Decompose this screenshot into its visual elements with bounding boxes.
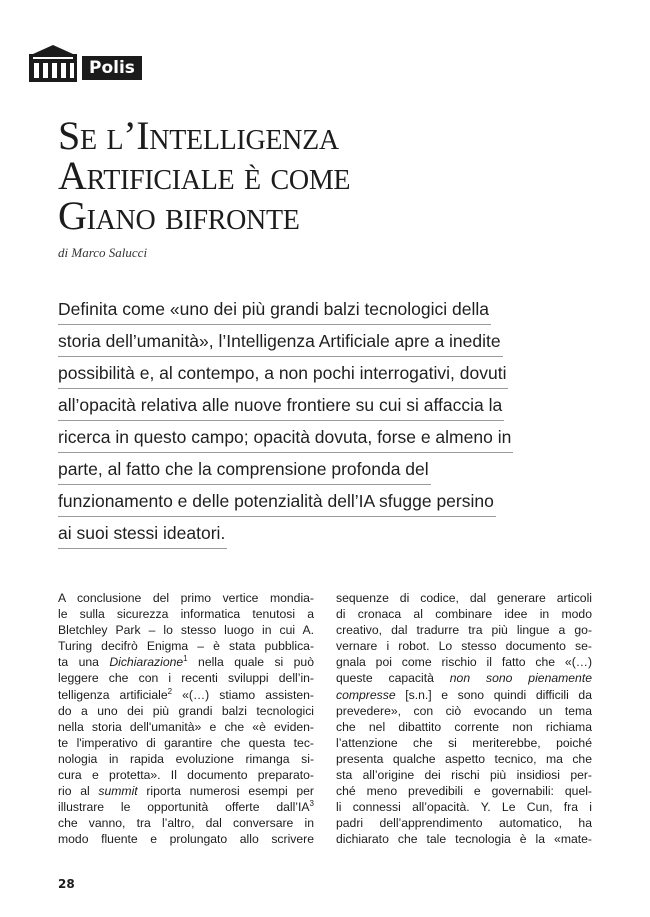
- body-line: presenta qualche aspetto tecnico, ma che: [336, 751, 592, 766]
- body-column-right: [336, 590, 592, 848]
- body-line: do a uno dei più grandi balzi tecnologici: [58, 703, 314, 718]
- abstract-line: storia dell’umanità», l’Intelligenza Artificiale apre a inedite: [58, 326, 513, 358]
- body-line: nella storia dell'umanità» e che «è eviden-: [58, 719, 314, 734]
- body-line: Turing decifrò Enigma – è stata pubblica-: [58, 639, 314, 654]
- footnote-ref: 3: [309, 799, 314, 809]
- body-line: creativo, dal tradurre tra più lingue a go-: [336, 623, 592, 638]
- abstract-line: ai suoi stessi ideatori.: [58, 518, 513, 550]
- body-line: ché meno prevedibili e governabili: quel-: [336, 784, 592, 799]
- body-line: queste capacità non sono pienamente: [336, 671, 592, 686]
- body-line: te l'imperativo di garantire che questa tec-: [58, 735, 314, 750]
- body-line: sta all’origine dei rischi più insidiosi per-: [336, 768, 592, 783]
- section-header: [28, 44, 142, 82]
- body-line: ta una Dichiarazione$^1$ nella quale si può: [58, 654, 314, 670]
- body-line: cura e protetta». Il documento preparato-: [58, 768, 314, 783]
- body-line: nologia in rapida evoluzione rimanga si-: [58, 751, 314, 766]
- abstract-line: funzionamento e delle potenzialità dell’IA sfugge persino: [58, 486, 513, 518]
- body-line: che vanno, tra l’altro, dal conversare in: [58, 816, 314, 831]
- abstract-line: possibilità e, al contempo, a non pochi interrogativi, dovuti: [58, 358, 513, 390]
- body-line: di cronaca al combinare idee in modo: [336, 607, 592, 622]
- abstract-line: parte, al fatto che la comprensione profonda del: [58, 454, 513, 486]
- body-line: telligenza artificiale$^2$ «(…) stiamo assisten-: [58, 686, 314, 702]
- byline: di Marco Salucci: [58, 245, 148, 260]
- body-line: Bletchley Park – lo stesso luogo in cui A.: [58, 623, 314, 638]
- body-line: A conclusione del primo vertice mondia-: [58, 591, 314, 605]
- article-title: [58, 113, 351, 238]
- body-line: dichiarato che tale tecnologia è la «mate-: [336, 832, 592, 847]
- body-line: gnala poi come rischio il fatto che «(…): [336, 655, 592, 670]
- body-column-left: [58, 590, 314, 848]
- body-line: che nel dibattito corrente non richiama: [336, 719, 592, 734]
- body-line: leggere che con i recenti sviluppi dell’in-: [58, 671, 314, 686]
- building-icon: [28, 44, 78, 82]
- body-line: sequenze di codice, dal generare articoli: [336, 591, 592, 605]
- abstract-line: Definita come «uno dei più grandi balzi tecnologici della: [58, 294, 513, 326]
- body-line: li connessi all’opacità. Y. Le Cun, fra i: [336, 800, 592, 815]
- body-line: padri dell’apprendimento automatico, ha: [336, 816, 592, 831]
- body-line: le sulla sicurezza informatica tenutosi a: [58, 607, 314, 622]
- footnote-ref: 2: [167, 686, 173, 696]
- title-line: Artificiale è come: [58, 153, 351, 198]
- body-line: compresse [s.n.] e sono quindi difficili da: [336, 687, 592, 702]
- body-line: prevedere», con ciò evocando un tema: [336, 703, 592, 718]
- body-line: rio al summit riporta numerosi esempi per: [58, 784, 314, 799]
- body-line: modo fluente e prolungato allo scrivere: [58, 832, 314, 847]
- title-line: Giano bifronte: [58, 193, 300, 238]
- abstract-line: all’opacità relativa alle nuove frontiere su cui si affaccia la: [58, 390, 513, 422]
- page-number: 28: [58, 877, 75, 891]
- footnote-ref: 1: [183, 654, 188, 664]
- title-line: Se l’Intelligenza: [58, 113, 339, 158]
- body-line: illustrare le opportunità offerte $dall’IA^3$: [58, 799, 314, 815]
- abstract-line: ricerca in questo campo; opacità dovuta, forse e almeno in: [58, 422, 513, 454]
- article-abstract: [58, 294, 513, 550]
- section-label: Polis: [82, 56, 142, 80]
- body-line: l’attenzione che si meriterebbe, poiché: [336, 735, 592, 750]
- body-line: vernare i robot. Lo stesso documento se-: [336, 639, 592, 654]
